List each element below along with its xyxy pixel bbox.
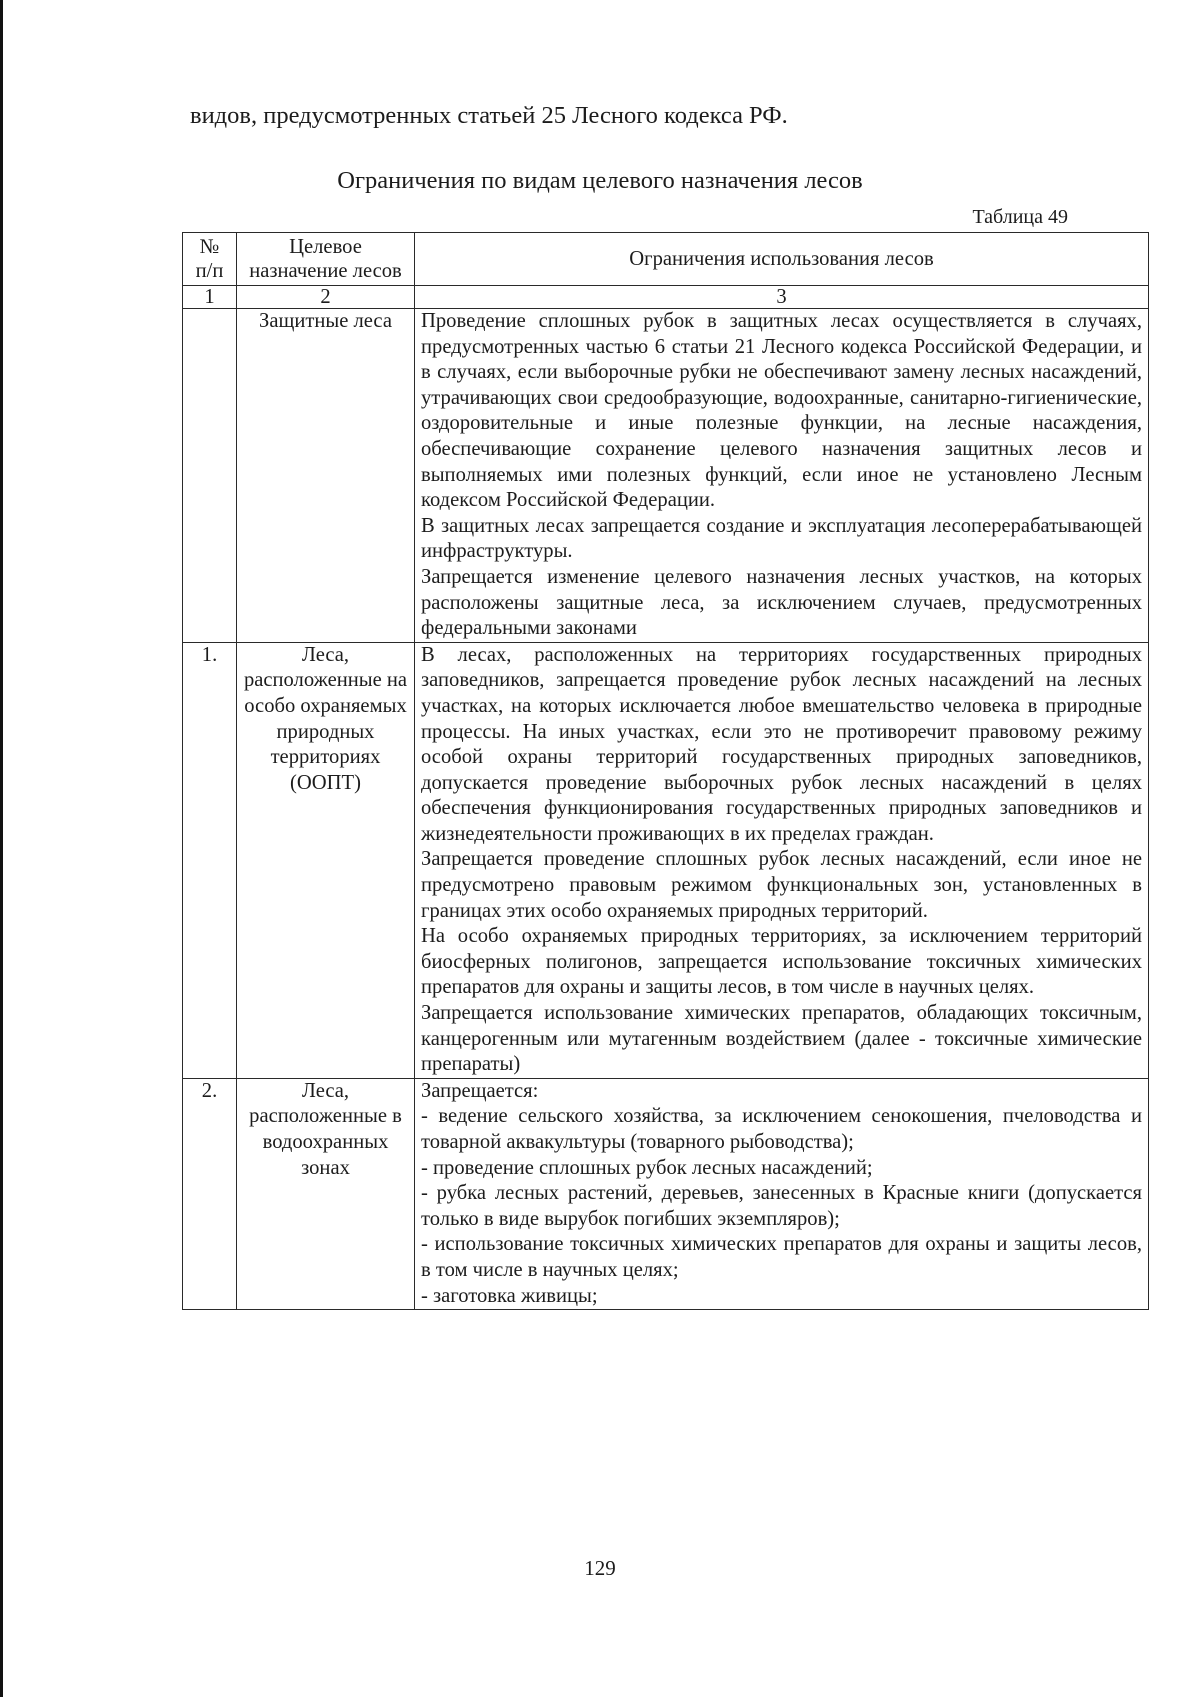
restriction-paragraph: Запрещается изменение целевого назначения лесных участков, на которых расположены защитные леса, за исключением случаев, предусмотренных федеральными законами [421, 565, 1142, 640]
restriction-paragraph: - использование токсичных химических препаратов для охраны и защиты лесов, в том числе в научных целях; [421, 1233, 1142, 1281]
page-number: 129 [584, 1556, 616, 1580]
restriction-paragraph: В лесах, расположенных на территориях государственных природных заповедников, запрещается проведение рубок лесных насаждений на лесных участках, на которых исключается любое вмешательство человека в природные процессы. На иных участках, если это не противоречит правовому режиму особой охраны территорий государственных природных заповедников, допускается проведение выборочных рубок лесных насаждений в целях обеспечения функционирования государственных природных заповедников и жизнедеятельности проживающих в их пределах граждан. [421, 643, 1142, 845]
header-restrictions: Ограничения использования лесов [415, 233, 1149, 286]
table-row [183, 309, 1149, 643]
table-label: Таблица 49 [972, 206, 1068, 228]
restriction-paragraph: Проведение сплошных рубок в защитных лесах осуществляется в случаях, предусмотренных частью 6 статьи 21 Лесного кодекса Российской Федерации, и в случаях, если выборочные рубки не обеспечивают замену лесных насаждений, утрачивающих свои средообразующие, водоохранные, санитарно-гигиенические, оздоровительные и иные полезные функции, на лесные насаждения, обеспечивающие сохранение целевого назначения защитных лесов и выполняемых ими полезных функций, если иное не установлено Лесным кодексом Российской Федерации. [421, 310, 1142, 512]
restriction-paragraph: На особо охраняемых природных территориях, за исключением территорий биосферных полигонов, запрещается использование токсичных химических препаратов для охраны и защиты лесов, в том числе в научных целях. [421, 925, 1142, 999]
restriction-paragraph: Запрещается: [421, 1079, 539, 1102]
row-restrictions [415, 309, 1149, 643]
row-number [183, 309, 237, 643]
restriction-paragraph: - заготовка живицы; [421, 1284, 598, 1307]
row-restrictions [415, 642, 1149, 1078]
header-purpose: Целевое назначение лесов [237, 233, 415, 286]
row-number: 1. [183, 642, 237, 1078]
row-purpose: Леса, расположенные на особо охраняемых природных территориях (ООПТ) [237, 642, 415, 1078]
row-number: 2. [183, 1078, 237, 1309]
restriction-paragraph: - ведение сельского хозяйства, за исключением сенокошения, пчеловодства и товарной аквакультуры (товарного рыбоводства); [421, 1105, 1142, 1153]
restrictions-table [182, 232, 1149, 1310]
page-title: Ограничения по видам целевого назначения лесов [337, 167, 863, 194]
column-number-row [183, 286, 1149, 309]
row-purpose: Леса, расположенные в водоохранных зонах [237, 1078, 415, 1309]
column-number: 1 [183, 286, 237, 309]
table-row [183, 1078, 1149, 1309]
column-number: 3 [415, 286, 1149, 309]
restriction-paragraph: В защитных лесах запрещается создание и эксплуатация лесоперерабатывающей инфраструктуры. [421, 514, 1142, 563]
restriction-paragraph: - рубка лесных растений, деревьев, занесенных в Красные книги (допускается только в виде вырубок погибших экземпляров); [421, 1182, 1142, 1230]
restriction-paragraph: Запрещается использование химических препаратов, обладающих токсичным, канцерогенным или мутагенным воздействием (далее - токсичные химические препараты) [421, 1002, 1142, 1076]
restriction-paragraph: Запрещается проведение сплошных рубок лесных насаждений, если иное не предусмотрено правовым режимом функциональных зон, установленных в границах этих особо охраняемых природных территорий. [421, 848, 1142, 922]
intro-text: видов, предусмотренных статьей 25 Лесного кодекса РФ. [190, 102, 788, 129]
row-purpose: Защитные леса [237, 309, 415, 643]
column-number: 2 [237, 286, 415, 309]
table-header-row [183, 233, 1149, 286]
header-num: № п/п [183, 233, 237, 286]
row-restrictions [415, 1078, 1149, 1309]
scan-edge-line [0, 0, 3, 1697]
table-row [183, 642, 1149, 1078]
restriction-paragraph: - проведение сплошных рубок лесных насаждений; [421, 1156, 873, 1179]
